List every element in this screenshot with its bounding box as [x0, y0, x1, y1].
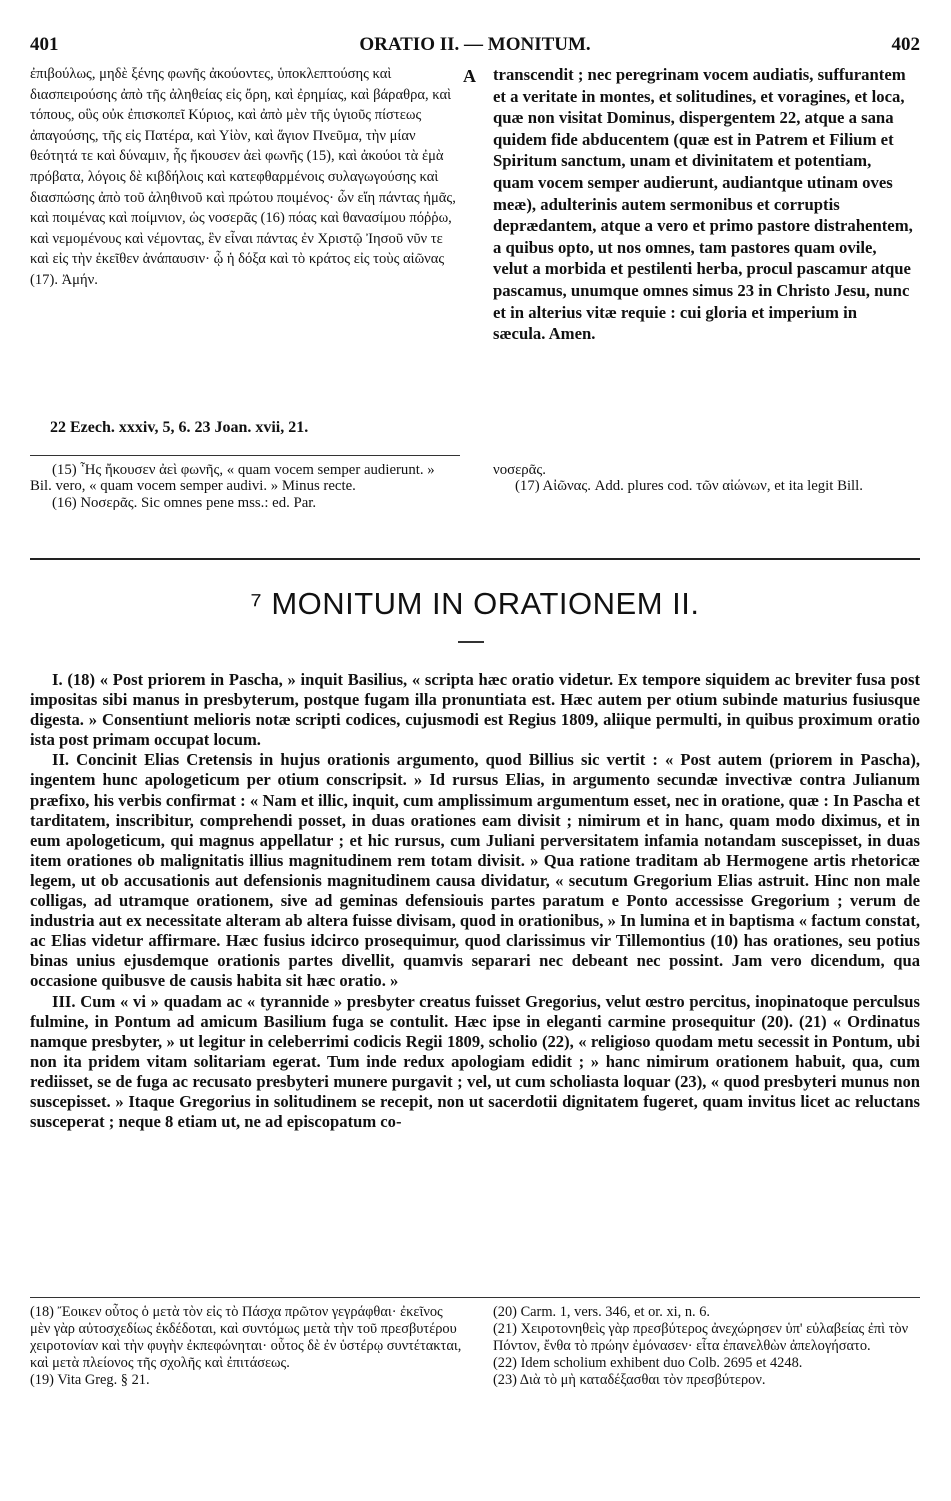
- column-marker: A: [463, 66, 476, 86]
- paragraph-2: II. Concinit Elias Cretensis in hujus orationis argumento, quod Billius sic vertit : « Post autem (priorem in Pascha), ingentem hunc apologeticum per otium conscripsit. » Id rursus Elias, in argumento secundæ invectivæ contra Julianum præfixo, his verbis confirmat : « Nam et illic, inquit, cum amplissimum argumentum esset, nec in oratione, quæ : In Pascha et tarditatem, inscribitur, comprehendi posset, in duas orationes eam divisit ; nimirum et in hanc, quam modo diximus, et in eum apologeticum, qui magnus appellatur ; et hic rursus, cum Juliani perversitatem infamia notandam suscepisset, in duas item orationes ob malignitatis illius magnitudinem rem totam divisit. » Qua ratione traditam ab Hermogene artis rhetoricæ legem, ut ob accusationis aut defensionis magnitudinem causa dividatur, « secutum Gregorium Elias astruit. Hinc non male colligas, ad utramque orationem, sive ad geminas defensiouis partes paratum e Ponto accessisse Gregorium ; verum de industria aut ex necessitate alteram ab altera fuisse divisam, quod in orationibus, » In lumina et in baptisma « factum constat, ac Elias videtur affirmare. Hæc fusius idcirco prosequimur, quod clarissimus vir Tillemontius (10) has orationes, seu potius binas unius ejusdemque orationis partes divellit, quamvis separari nec debeant nec possint. Jam vero dicendum, qua occasione quibusve de causis habita sit hæc oratio. »: [30, 750, 920, 991]
- bottom-notes-right: [493, 1304, 921, 1389]
- section-title: ⁷ MONITUM IN ORATIONEM II.: [250, 586, 700, 621]
- top-notes-divider: [30, 455, 460, 456]
- note-19: (19) Vita Greg. § 21.: [30, 1372, 150, 1388]
- right-page-number: 402: [891, 34, 920, 55]
- top-notes-left: [30, 462, 460, 511]
- running-title: ORATIO II. — MONITUM.: [359, 34, 591, 55]
- latin-column-text: transcendit ; nec peregrinam vocem audiatis, suffurantem et a veritate in montes, et solitudines, et voragines, et loca, quæ non visitat Dominus, dispergentem 22, atque a sana quidem fide abducentem (quæ est in Patrem et Filium et Spiritum sanctum, unam et divinitatem et potentiam, quam vocem semper audierunt, audiantque utinam oves meæ), adulterinis autem sermonibus et corruptis deprædantem, atque a vero et primo pastore distrahentem, a quibus opto, ut nos omnes, tam pastores quam ovile, velut a morbida et pestilenti herba, procul pascamur atque pascamus, unumque omnes simus 23 in Christo Jesu, nunc et in alterius vitæ requie : cui gloria et imperium in sæcula. Amen.: [493, 65, 913, 344]
- scripture-references: 22 Ezech. xxxiv, 5, 6. 23 Joan. xvii, 21.: [50, 419, 309, 436]
- note-21: (21) Χειροτονηθεὶς γὰρ πρεσβύτερος ἀνεχώρησεν ὑπ' εὐλαβείας ἐπὶ τὸν Πόντον, ἔνθα τὸ πρώην ἐμόνασεν· εἶτα ἐπανελθὼν ἀπελογήσατο.: [493, 1321, 909, 1354]
- note-18: (18) Ἔοικεν οὗτος ὁ μετὰ τὸν εἰς τὸ Πάσχα πρῶτον γεγράφθαι· ἐκεῖνος μὲν γὰρ αὐτοσχεδίως ἐκδέδοται, καὶ συντόμως μετὰ τὴν τοῦ πρεσβυτέρου χειροτονίαν καὶ τὴν φυγὴν ἐκπεφώνηται· οὗτος δὲ ἐν ὑστέρῳ συντέτακται, καὶ μετὰ πλείονος τῆς σχολῆς καὶ ἐπιτάσεως.: [30, 1304, 462, 1371]
- monitum-body: [30, 670, 920, 1132]
- note-16-continued: νοσερᾶς.: [493, 462, 546, 478]
- note-15: (15) Ἧς ἤκουσεν ἀεὶ φωνῆς, « quam vocem semper audierunt. » Bil. vero, « quam vocem semper audivi. » Minus recte.: [30, 462, 435, 495]
- paragraph-3: III. Cum « vi » quadam ac « tyrannide » presbyter creatus fuisset Gregorius, velut œstro percitus, inopinatoque perculsus fulmine, in Pontum ad amicum Basilium fuga se contulit. Hæc ipse in eleganti carmine prosequitur (20). (21) « Ordinatus namque presbyter, » ut legitur in celeberrimi codicis Regii 1809, scholio (22), « religioso quodam metu secessit in Pontum, ubi non ita pridem vitam solitariam egerat. Tum inde redux apologiam edidit ; » hanc nimirum orationem habuit, qua, cum rediisset, se de fuga ac recusato presbyteri munere purgavit ; vel, ut cum scholiasta loquar (23), « quod presbyteri munus non suscepisset. » Itaque Gregorius in solitudinem se recepit, non ut sacerdotii dignitatem fugeret, quam invitus licet ac reluctans susceperat ; neque 8 etiam ut, ne ad episcopatum co-: [30, 991, 920, 1132]
- note-23: (23) Διὰ τὸ μὴ καταδέξασθαι τὸν πρεσβύτερον.: [493, 1372, 766, 1388]
- greek-column-text: ἐπιβούλως, μηδὲ ξένης φωνῆς ἀκούοντες, ὑποκλεπτούσης καὶ διασπειρούσης ἀπὸ τῆς ἀληθείας εἰς ὄρη, καὶ ἐρημίας, καὶ βάραθρα, καὶ τόπους, οὓς οὐκ ἐπισκοπεῖ Κύριος, καὶ ἀπὸ μὲν τῆς ὑγιοῦς πίστεως ἀπαγούσης, τῆς εἰς Πατέρα, καὶ Υἱὸν, καὶ ἅγιον Πνεῦμα, τὴν μίαν θεότητά τε καὶ δύναμιν, ἧς ἤκουσεν ἀεὶ φωνῆς (15), καὶ ἀκούοι τὰ ἐμὰ πρόβατα, λόγοις δὲ κιβδήλοις καὶ κατεφθαρμένοις συλαγωγούσης καὶ διασπώσης ἀπὸ τοῦ ἀληθινοῦ καὶ πρώτου ποιμένος· ὧν εἴη πάντας ἡμᾶς, καὶ ποιμένας καὶ ποίμνιον, ὡς νοσερᾶς (16) πόας καὶ θανασίμου πόῤῥω, καὶ νεμομένους καὶ νέμοντας, ἓν εἶναι πάντας ἐν Χριστῷ Ἰησοῦ νῦν τε καὶ εἰς τὴν ἐκεῖθεν ἀνάπαυσιν· ᾧ ἡ δόξα καὶ τὸ κράτος εἰς τοὺς αἰῶνας (17). Ἀμήν.: [30, 66, 456, 288]
- bottom-notes-left: [30, 1304, 462, 1389]
- note-16: (16) Νοσερᾶς. Sic omnes pene mss.: ed. Par.: [52, 494, 317, 511]
- note-20: (20) Carm. 1, vers. 346, et or. xi, n. 6.: [493, 1304, 711, 1320]
- note-17: (17) Αἰῶνας. Add. plures cod. τῶν αἰώνων, et ita legit Bill.: [515, 478, 863, 495]
- paragraph-1: I. (18) « Post priorem in Pascha, » inquit Basilius, « scripta hæc oratio videtur. Ex tempore siquidem ac breviter fusa post impositas sibi manus in presbyterum, postque fugam illa pronuntiata est. Hæc autem per otium subinde maturius fusiusque digesta. » Consentiunt melioris notæ scripti codices, cujusmodi est Regius 1809, aliique permulti, in quibus proximum oratio ista post primam occupat locum.: [30, 670, 920, 750]
- top-notes-right: [493, 462, 913, 495]
- note-22: (22) Idem scholium exhibent duo Colb. 2695 et 4248.: [493, 1355, 803, 1371]
- running-header: [30, 34, 920, 62]
- section-rule: [30, 558, 920, 560]
- title-dash: [458, 641, 484, 643]
- left-page-number: 401: [30, 34, 59, 55]
- bottom-notes-divider: [30, 1297, 920, 1298]
